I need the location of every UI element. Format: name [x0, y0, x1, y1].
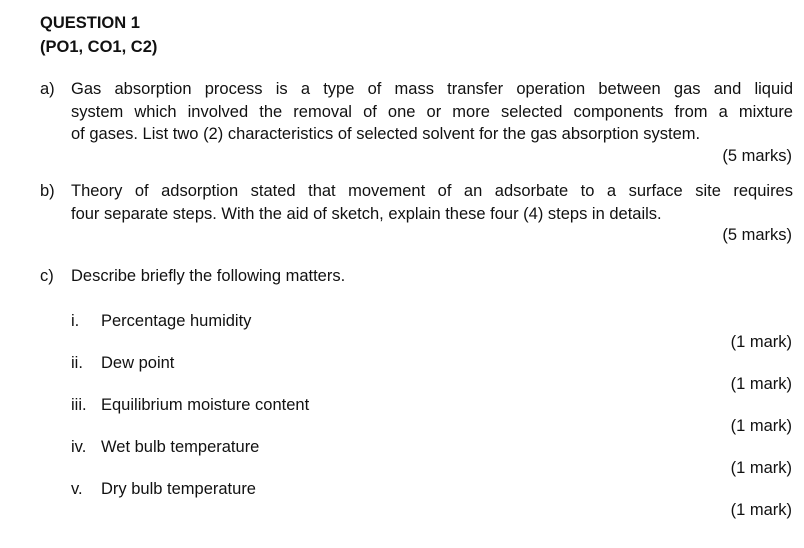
question-codes: (PO1, CO1, C2) — [40, 38, 158, 56]
part-c-text: Describe briefly the following matters. — [71, 267, 346, 285]
subitem-text: Percentage humidity — [101, 312, 252, 330]
question-title: QUESTION 1 — [40, 14, 140, 32]
subitem-text: Dry bulb temperature — [101, 480, 256, 498]
subitem-text: Dew point — [101, 354, 175, 372]
part-a-line-3: of gases. List two (2) characteristics of selected solvent for the gas absorption system. — [71, 125, 701, 143]
subitem-text: Equilibrium moisture content — [101, 396, 310, 414]
part-a-line-2: system which involved the removal of one or more selected components from a mixture — [71, 102, 793, 121]
part-b-marks: (5 marks) — [722, 226, 792, 244]
subitem-marks: (1 mark) — [730, 417, 792, 435]
part-c-label: c) — [40, 267, 54, 285]
subitem-numeral: ii. — [71, 354, 83, 372]
subitem-numeral: iii. — [71, 396, 87, 414]
subitem-numeral: i. — [71, 312, 80, 330]
part-b-text — [71, 180, 793, 225]
part-b-line-2: four separate steps. With the aid of sketch, explain these four (4) steps in details. — [71, 204, 662, 223]
subitem-marks: (1 mark) — [730, 375, 792, 393]
subitem-marks: (1 mark) — [730, 459, 792, 477]
subitem-numeral: v. — [71, 480, 83, 498]
part-b-line-1: Theory of adsorption stated that movement of an adsorbate to a surface site requires — [71, 182, 793, 200]
subitem-numeral: iv. — [71, 438, 87, 456]
subitem-marks: (1 mark) — [730, 501, 792, 519]
part-a-marks: (5 marks) — [722, 147, 792, 165]
part-a-text — [71, 78, 793, 146]
part-b-label: b) — [40, 182, 55, 200]
part-a-label: a) — [40, 80, 55, 98]
part-a-line-1: Gas absorption process is a type of mass transfer operation between gas and liquid — [71, 80, 793, 98]
subitem-marks: (1 mark) — [730, 333, 792, 351]
subitem-text: Wet bulb temperature — [101, 438, 260, 456]
